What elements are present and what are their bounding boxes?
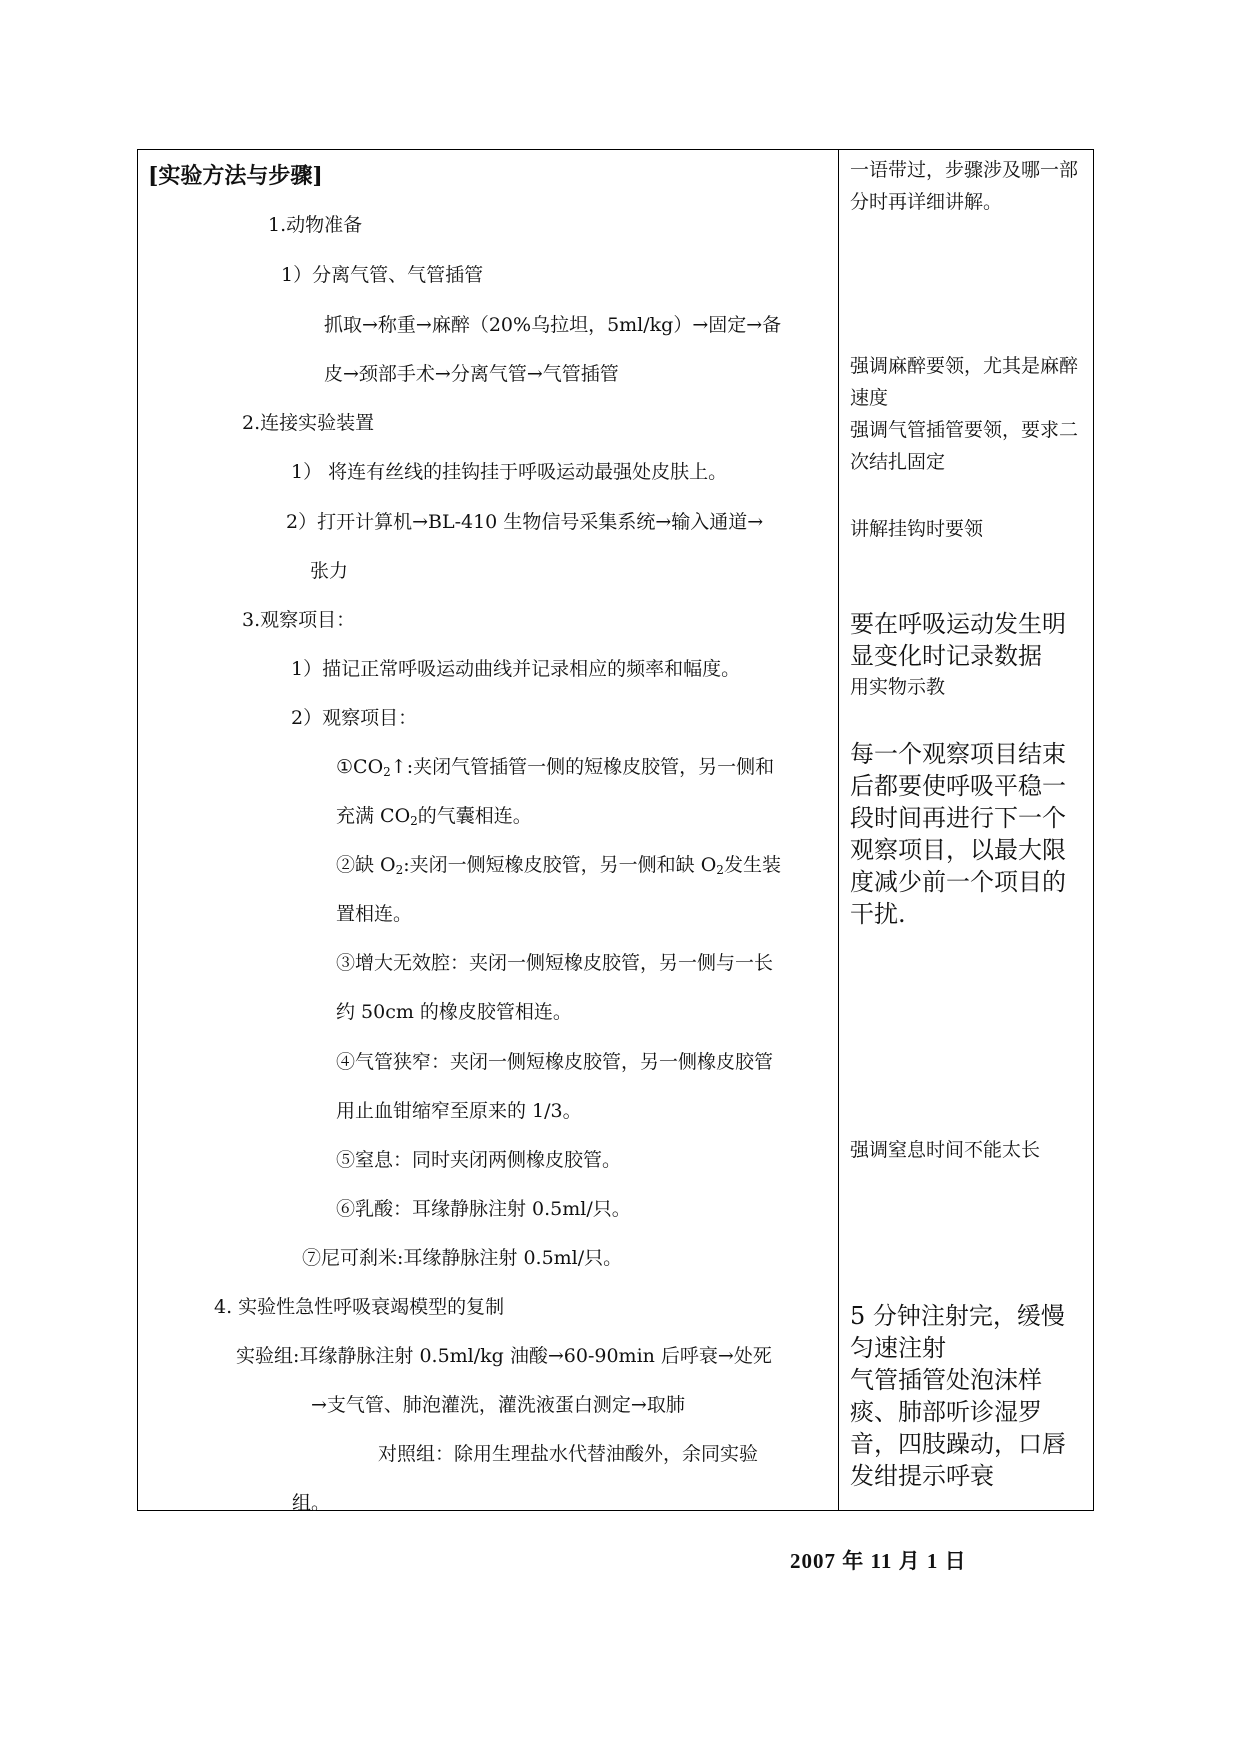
column-divider bbox=[838, 149, 839, 1511]
step-4-control-line-a: 对照组：除用生理盐水代替油酸外，余同实验 bbox=[378, 1443, 759, 1465]
note-record-data: 要在呼吸运动发生明显变化时记录数据 bbox=[850, 610, 1066, 670]
step-2-2-line-b: 张力 bbox=[310, 560, 349, 582]
step-1-1-line-b: 皮→颈部手术→分离气管→气管插管 bbox=[324, 363, 619, 385]
section-heading: [实验方法与步骤] bbox=[148, 163, 323, 189]
observation-3-line-b: 约 50cm 的橡皮胶管相连。 bbox=[336, 1001, 572, 1023]
step-1-1-line-a: 抓取→称重→麻醉（20%乌拉坦，5ml/kg）→固定→备 bbox=[324, 314, 782, 336]
step-3-1: 1）描记正常呼吸运动曲线并记录相应的频率和幅度。 bbox=[291, 658, 741, 680]
observation-7: ⑦尼可刹米:耳缘静脉注射 0.5ml/只。 bbox=[302, 1247, 623, 1269]
observation-4-line-b: 用止血钳缩窄至原来的 1/3。 bbox=[336, 1100, 582, 1122]
step-2-2-line-a: 2）打开计算机→BL-410 生物信号采集系统→输入通道→ bbox=[286, 511, 764, 533]
observation-6: ⑥乳酸：耳缘静脉注射 0.5ml/只。 bbox=[336, 1198, 631, 1220]
note-intubation: 强调气管插管要领，要求二次结扎固定 bbox=[850, 419, 1079, 473]
note-stabilize: 每一个观察项目结束后都要使呼吸平稳一段时间再进行下一个观察项目，以最大限度减少前一个项目的干扰. bbox=[850, 740, 1066, 928]
observation-1-line-b: 充满 $CO_2$的气囊相连。 bbox=[336, 805, 532, 828]
observation-5: ⑤窒息：同时夹闭两侧橡皮胶管。 bbox=[336, 1149, 622, 1171]
document-date: 2007 年 11 月 1 日 bbox=[790, 1549, 967, 1573]
step-4-experimental-line-a: 实验组:耳缘静脉注射 0.5ml/kg 油酸→60-90min 后呼衰→处死 bbox=[236, 1345, 772, 1367]
step-1-title: 1.动物准备 bbox=[268, 214, 363, 236]
step-2-1: 1） 将连有丝线的挂钩挂于呼吸运动最强处皮肤上。 bbox=[291, 461, 728, 483]
note-demonstration: 用实物示教 bbox=[850, 676, 946, 698]
observation-2-line-b: 置相连。 bbox=[336, 903, 413, 925]
step-4-title: 4. 实验性急性呼吸衰竭模型的复制 bbox=[214, 1296, 505, 1318]
step-3-title: 3.观察项目： bbox=[242, 609, 356, 631]
note-failure-signs: 气管插管处泡沫样痰、肺部听诊湿罗音，四肢躁动，口唇发绀提示呼衰 bbox=[850, 1366, 1066, 1490]
note-overview: 一语带过，步骤涉及哪一部分时再详细讲解。 bbox=[850, 159, 1079, 213]
observation-3-line-a: ③增大无效腔：夹闭一侧短橡皮胶管，另一侧与一长 bbox=[336, 952, 774, 974]
step-3-2: 2）观察项目： bbox=[291, 707, 418, 729]
step-4-control-line-b: 组。 bbox=[292, 1492, 331, 1514]
step-2-title: 2.连接实验装置 bbox=[242, 412, 375, 434]
note-asphyxia: 强调窒息时间不能太长 bbox=[850, 1139, 1041, 1161]
observation-1-line-a: $①CO_2↑$:夹闭气管插管一侧的短橡皮胶管，另一侧和 bbox=[336, 756, 775, 779]
note-injection: 5 分钟注射完，缓慢匀速注射 bbox=[850, 1302, 1065, 1362]
observation-2-line-a: ②缺 $O_2$:夹闭一侧短橡皮胶管，另一侧和缺 $O_2$发生装 bbox=[336, 854, 781, 877]
step-4-experimental-line-b: →支气管、肺泡灌洗，灌洗液蛋白测定→取肺 bbox=[311, 1394, 685, 1416]
note-hook: 讲解挂钩时要领 bbox=[850, 518, 984, 540]
note-anesthesia: 强调麻醉要领，尤其是麻醉速度 bbox=[850, 355, 1079, 409]
observation-4-line-a: ④气管狭窄：夹闭一侧短橡皮胶管，另一侧橡皮胶管 bbox=[336, 1051, 774, 1073]
step-1-1: 1）分离气管、气管插管 bbox=[281, 264, 484, 286]
